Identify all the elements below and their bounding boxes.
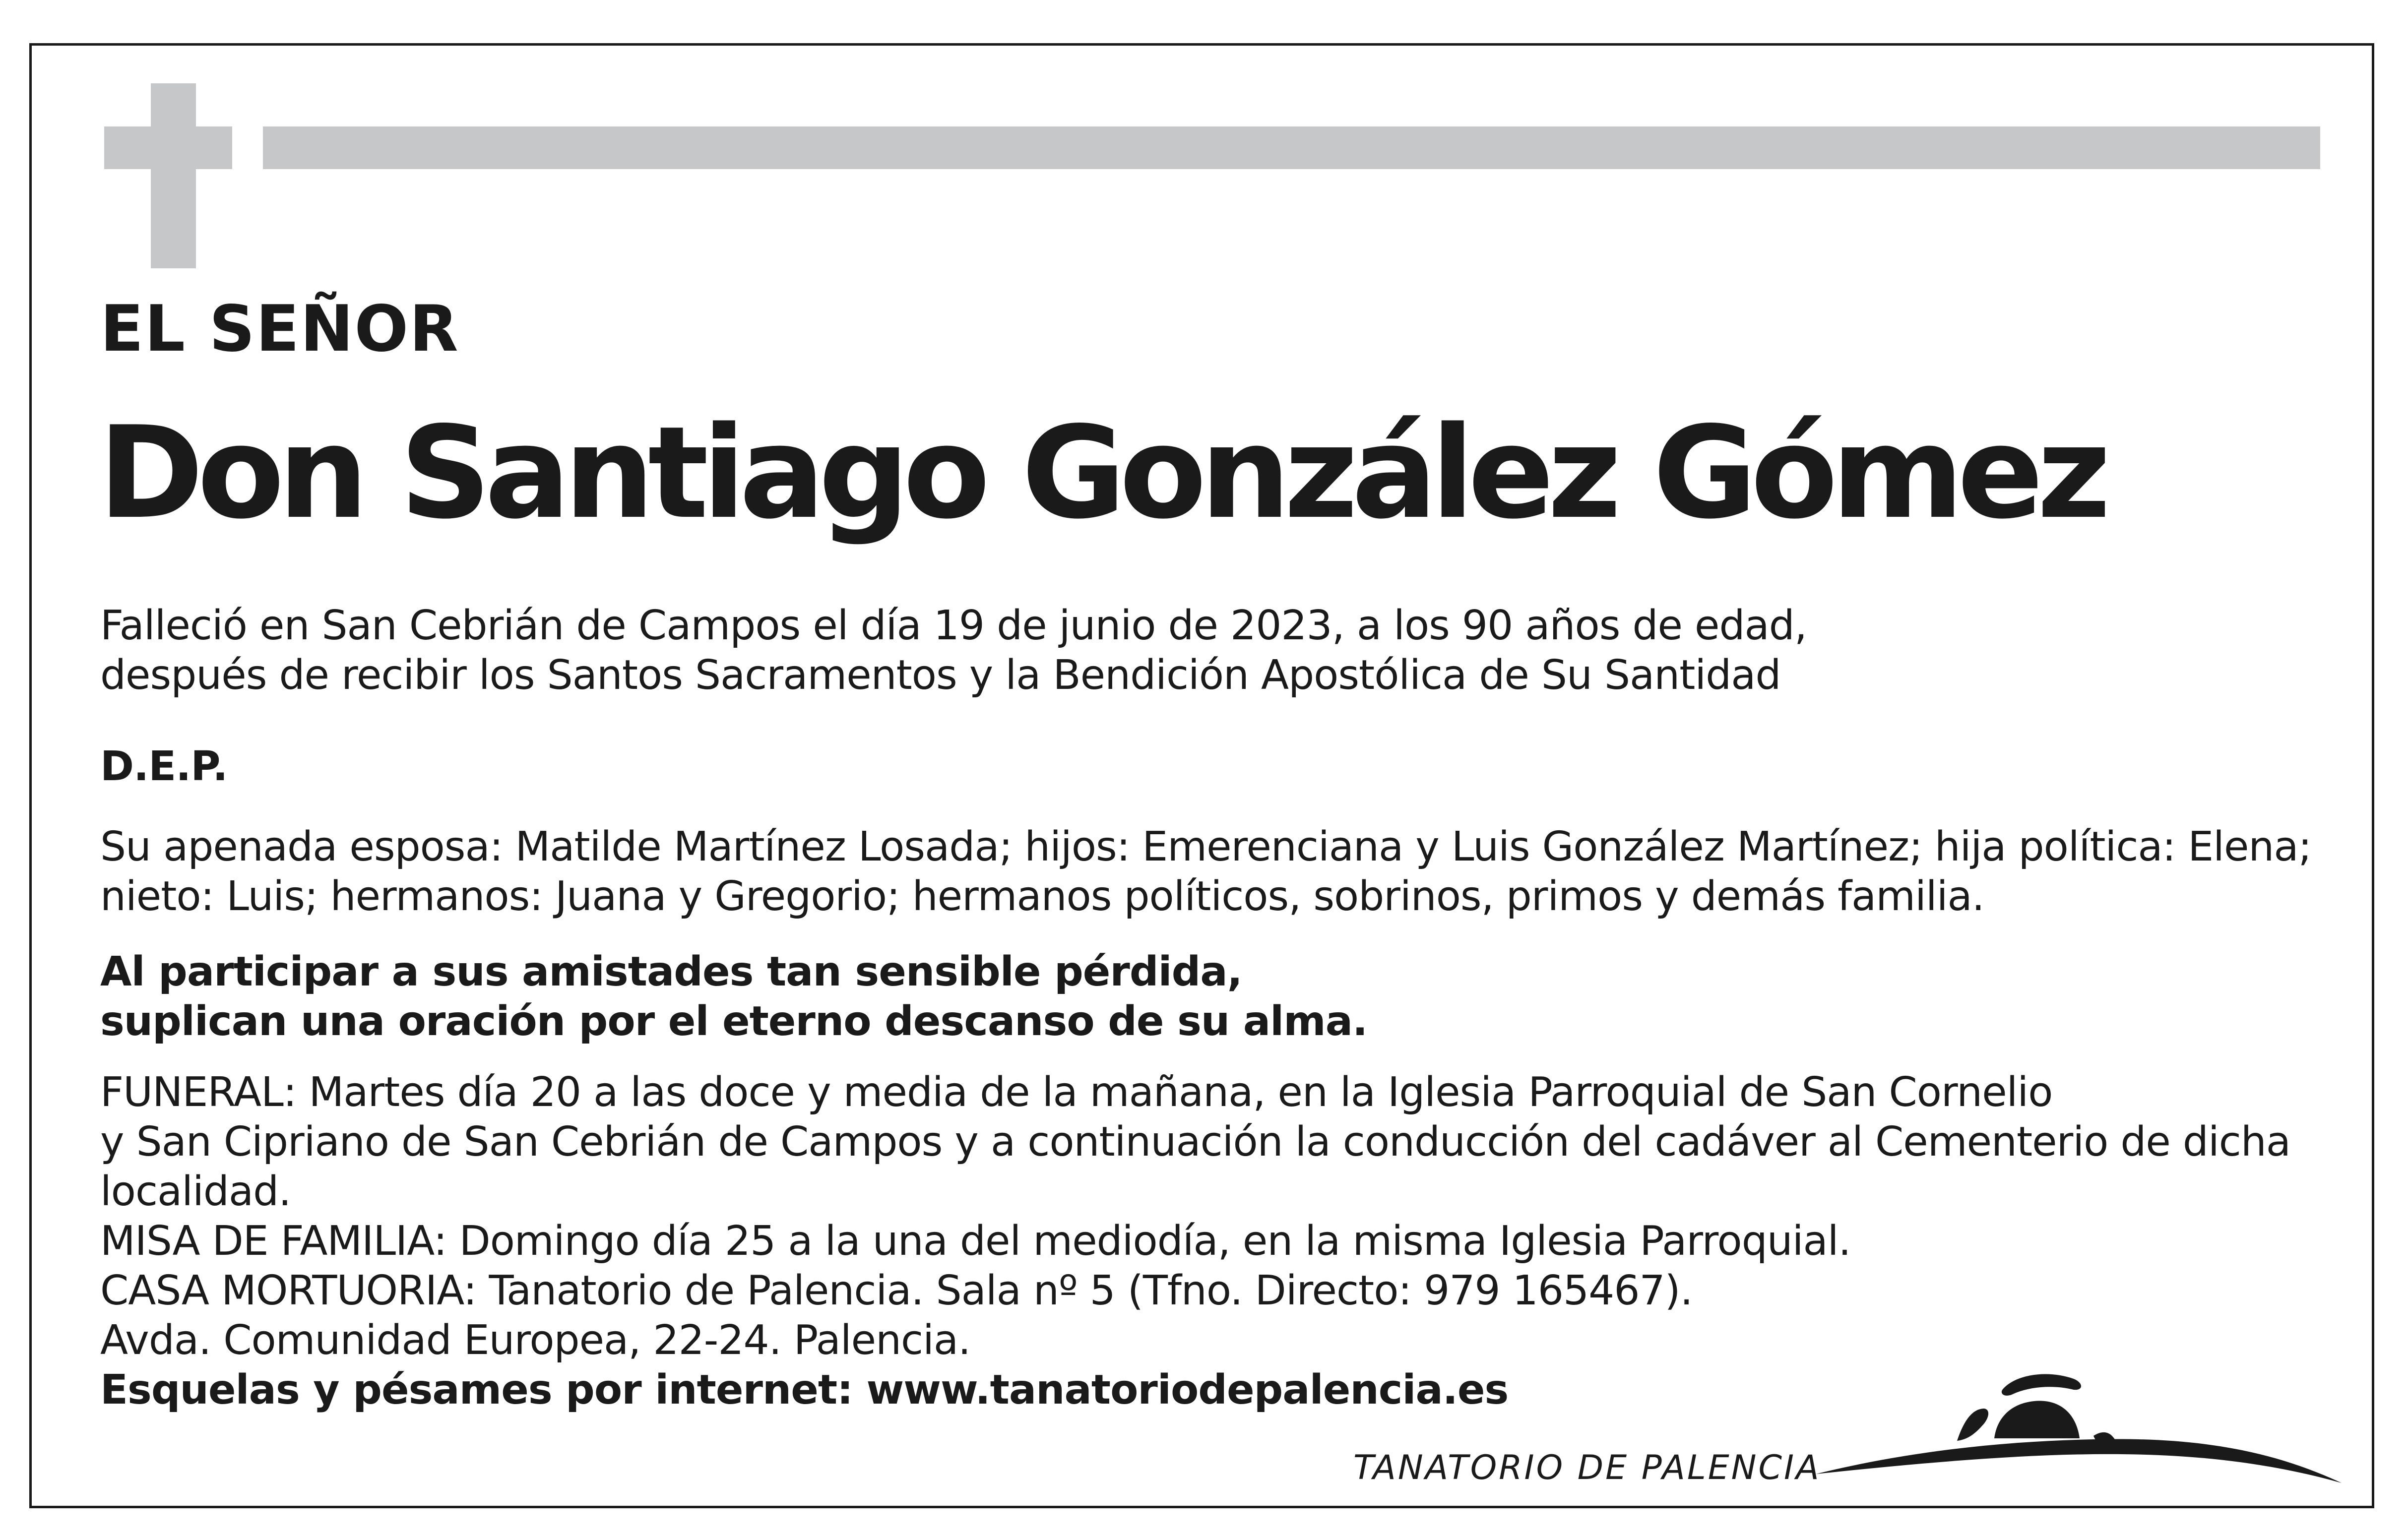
internet-link[interactable]: Esquelas y pésames por internet: www.tanatoriodepalencia.es (100, 1366, 1509, 1414)
cross-icon-horizontal (104, 126, 232, 169)
family-mass-line: MISA DE FAMILIA: Domingo día 25 a la una del mediodía, en la misma Iglesia Parroquial. (100, 1218, 1851, 1265)
funeral-details (100, 1068, 2290, 1365)
prayer-request-line: Al participar a sus amistades tan sensible pérdida, (100, 948, 1242, 995)
family-list (100, 822, 2311, 922)
header-divider-bar (263, 126, 2320, 169)
honorific-title: EL SEÑOR (100, 292, 459, 366)
logo-top-stone (2002, 1374, 2081, 1395)
logo-left-stone (1957, 1409, 1988, 1441)
logo-dome (1994, 1401, 2080, 1438)
funeral-line: FUNERAL: Martes día 20 a las doce y media de la mañana, en la Iglesia Parroquial de San Cornelio (100, 1069, 2053, 1116)
mortuary-line: CASA MORTUORIA: Tanatorio de Palencia. Sala nº 5 (Tfno. Directo: 979 165467). (100, 1267, 1693, 1314)
cross-icon-vertical (151, 83, 196, 268)
family-line: Su apenada esposa: Matilde Martínez Losada; hijos: Emerenciana y Luis González Martínez; hija política: Elena; (100, 823, 2312, 870)
funeral-line: y San Cipriano de San Cebrián de Campos y a continuación la conducción del cadáver al Cementerio de dicha (100, 1118, 2291, 1166)
tanatorio-logo-icon (1816, 1359, 2342, 1508)
death-notice-line: Falleció en San Cebrián de Campos el día 19 de junio de 2023, a los 90 años de edad, (100, 602, 1807, 649)
prayer-request-line: suplican una oración por el eterno descanso de su alma. (100, 998, 1368, 1045)
prayer-request (100, 947, 1367, 1047)
death-notice-line: después de recibir los Santos Sacramentos y la Bendición Apostólica de Su Santidad (100, 652, 1781, 699)
funeral-line: localidad. (100, 1168, 291, 1215)
dep-label: D.E.P. (100, 743, 228, 790)
death-notice (100, 601, 1807, 700)
family-line: nieto: Luis; hermanos: Juana y Gregorio; hermanos políticos, sobrinos, primos y demás familia. (100, 873, 1984, 920)
logo-swoosh (1816, 1439, 2342, 1483)
logo-text: TANATORIO DE PALENCIA (1353, 1448, 1821, 1487)
deceased-name: Don Santiago González Gómez (98, 399, 2105, 547)
address-line: Avda. Comunidad Europea, 22-24. Palencia. (100, 1317, 971, 1364)
